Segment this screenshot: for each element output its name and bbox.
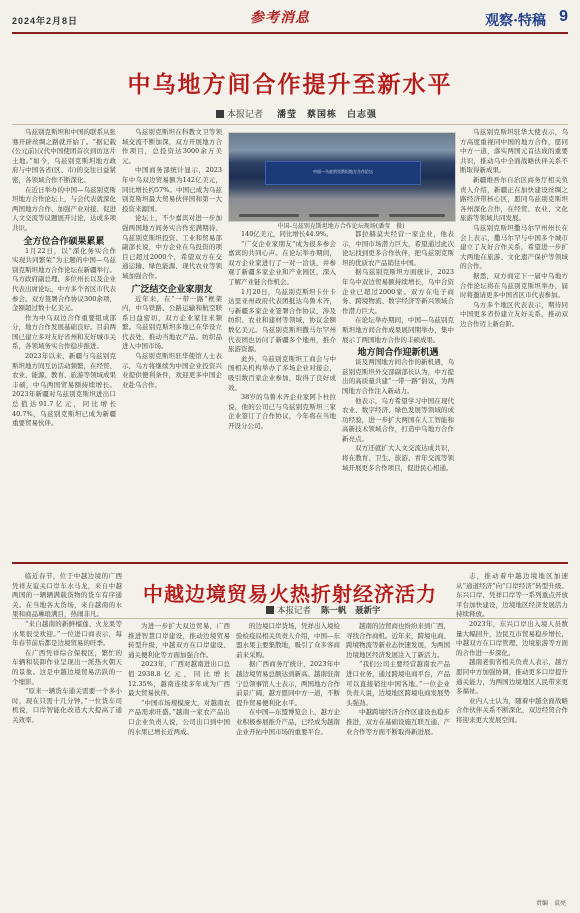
article2-column-2: [128, 622, 230, 890]
paragraph: 越南的边贸商也纷纷来到广西，寻找合作商机。近年来，跨境电商、跨境物流等新业态快速发展，为两国边境地区经济发展注入了新活力。: [346, 622, 450, 659]
paragraph: 中越跨境经济合作区建设也稳步推进，双方在基础设施互联互通、产业合作等方面不断取得新进展。: [346, 708, 450, 736]
editor-credit: 责编 袁亮: [535, 900, 566, 907]
paragraph: 乌兹别克斯坦撒马尔罕州州长在会上表示，撒马尔罕与中国多个城市建立了友好合作关系，希望进一步扩大两地在旅游、文化遗产保护等领域的合作。: [460, 223, 568, 271]
paragraph: 此外，乌兹别克斯坦工商会与中国相关机构举办了多场企业对接会，吸引数百家企业参加，取得了良好成效。: [228, 354, 336, 392]
paragraph: 2023年，广西对越南进出口总值2938.8亿元，同比增长12.35%，越南连续多年成为广西最大贸易伙伴。: [128, 660, 230, 698]
paragraph: 2023年以来，新疆与乌兹别克斯坦地方间互访活动频繁，在经贸、农业、能源、教育、旅游等领域成果丰硕，中乌两国贸易额持续增长。2023年新疆对乌兹别克斯坦进出口总值达91.7亿元，同比增长40.7%，乌兹别克斯坦已成为新疆重要贸易伙伴。: [12, 352, 116, 428]
paragraph: 在广西凭祥综合保税区，繁忙的车辆和装卸作业呈现出一派热火朝天的景象。这是中越边境贸易活跃的一个缩影。: [12, 648, 122, 686]
article1-column-1: [12, 128, 123, 558]
page-number: 9: [559, 8, 568, 25]
paragraph: 据乌兹别克斯坦方面统计，2023年乌中双边贸易额持续增长，乌中合资企业已超过2000家。双方在电子商务、跨境物流、数字经济等新兴领域合作潜力巨大。: [342, 268, 454, 315]
byline-authors: 陈一帆 聂新宇: [321, 606, 381, 616]
paper-logo: 参考消息: [250, 10, 310, 26]
paragraph: 据悉，双方商定下一届中乌地方合作论坛将在乌兹别克斯坦举办，届时将邀请更多中国省区市代表参加。: [460, 271, 568, 300]
section-subheading: 全方位合作硕果累累: [23, 236, 105, 247]
paragraph: “广交企业家朋友”成为很多参会嘉宾的共同心声。在论坛举办期间，双方企业家进行了一对一洽谈，并参观了新疆多家企业和产业园区，深入了解产业链合作机会。: [228, 239, 336, 286]
page-header: [12, 6, 568, 34]
article1-title: 中乌地方间合作提升至新水平: [127, 72, 453, 98]
paragraph: 在中国—东盟博览会上，越方企业积极参展推介产品，已经成为越南企业开拓中国市场的重要平台。: [236, 708, 340, 736]
article2-column-5: [456, 572, 568, 890]
section-subheading: 地方间合作迎新机遇: [357, 348, 439, 359]
paragraph: 2023年，东兴口岸出入境人员数量大幅回升，边民互市贸易稳步增长，中越双方在口岸管理、边境旅游等方面的合作进一步深化。: [456, 619, 568, 657]
paragraph: 论坛上，不少嘉宾对进一步加强两国地方间务实合作充满期待。乌兹别克斯坦投资、工业和贸易部副部长说，中方企业在乌投资的项目已超过2000个，希望双方在交通运输、绿色能源、现代农业等领域加强合作。: [122, 214, 222, 280]
article2-title: 中越边境贸易火热折射经济活力: [143, 582, 437, 606]
paragraph: 乌兹别克斯坦在科教文卫等领域交流不断加深，双方开展地方合作项目，总投资达3000余万美元。: [122, 128, 222, 165]
paragraph: 在论坛举办期间，中国—乌兹别克斯坦地方间合作成果展同期举办，集中展示了两国地方合作的丰硕成果。: [342, 316, 454, 344]
issue-date: 2024年2月8日: [12, 16, 79, 26]
paragraph: 1月22日，以“深化务实合作 实现共同繁荣”为主题的中国—乌兹别克斯坦地方合作论坛在新疆举行。乌方政府副总理、多位州长以及企业代表出席论坛，中方多个省区市代表参会。双方签署合作协议300余项，金额超过数十亿美元。: [12, 246, 123, 313]
paragraph: 近年来，在“一带一路”框架内，中乌铁路、公路运输和航空联系日益密切，双方企业家往来频繁。乌兹别克斯坦多地已在华设立代表处，推动当地农产品、纺织品进入中国市场。: [122, 294, 222, 351]
paragraph: 38岁的乌鲁木齐企业家阿卜杜拉说，他的公司已与乌兹别克斯坦三家企业签订了合作协议，今年将在当地开设分公司。: [228, 393, 336, 430]
paragraph: 临近春节，位于中越边境的广西凭祥友谊关口岸车水马龙，来自中越两国的一辆辆满载货物的货车有序通关。在当地各大货场，来自越南的水果和商品琳琅满目，热闹非凡。: [12, 572, 122, 619]
byline-authors: 潘莹 蔡国栋 白志强: [277, 110, 378, 120]
paragraph: 乌兹别克斯坦驻华大使表示，乌方高度重视同中国的地方合作，愿同中方一道，落实两国元首达成的重要共识，推动乌中全面战略伙伴关系不断取得新成果。: [460, 128, 568, 175]
article1-column-2: [122, 128, 222, 558]
paragraph: 都拉赫莫夫经营一家企业，他表示，中国市场潜力巨大，希望通过此次论坛找到更多合作伙伴，把乌兹别克斯坦的优质农产品销往中国。: [342, 230, 454, 267]
article1-column-3: [228, 230, 336, 558]
paragraph: 作为中乌双边合作重要组成部分，地方合作发展基础良好。目前两国已建立多对友好省州和友好城市关系，各领域务实合作稳步推进。: [12, 313, 116, 351]
article2-column-4: [346, 622, 450, 890]
article2-column-1: [12, 572, 122, 890]
paragraph: 越南老街省相关负责人表示，越方愿同中方加强协调，推动更多口岸提升通关能力，为两国边境地区人民带来更多福祉。: [456, 658, 568, 696]
paragraph: 的边境口岸货场，凭祥出入境检验检疫局相关负责人介绍，中国—东盟水果主要集散地，吸引了众多客商前来采购。: [236, 622, 340, 659]
article1-byline: [216, 107, 377, 120]
byline-label: 本报记者: [277, 606, 312, 616]
paragraph: “中国市场规模庞大，对越南农产品需求旺盛。”越南一家农产品出口企业负责人说，公司出口到中国的水果已增长近两成。: [128, 698, 230, 736]
article1-column-4: [342, 230, 454, 558]
paragraph: 乌方多个地区代表表示，期待同中国更多省份建立友好关系，推动双边合作迈上新台阶。: [460, 300, 568, 328]
paragraph: “原来一辆货车通关需要一个多小时，现在只需十几分钟。”一位货车司机说，口岸智能化改造大大提高了通关效率。: [12, 687, 122, 724]
section-subheading: 广泛结交企业家朋友: [131, 284, 213, 295]
article1-column-5: [460, 128, 568, 558]
paragraph: 1月20日，乌兹别克斯坦卡什卡达里亚州政府代表团抵达乌鲁木齐，与新疆多家企业签署合作协议，涉及纺织、农业和建材等领域，协议金额数亿美元。乌兹别克斯坦撒马尔罕州代表团也访问了新疆多个地州，推介旅游资源。: [228, 287, 336, 354]
paragraph: 双方还就扩大人文交流达成共识，将在教育、卫生、旅游、青年交流等领域开展更多合作项目，促进民心相通。: [342, 444, 454, 472]
paragraph: 业内人士认为，随着中越全面战略合作伙伴关系不断深化，双边经贸合作将迎来更大发展空间。: [456, 696, 568, 724]
section-name: 观察·特稿: [485, 13, 546, 29]
paragraph: 谈及两国地方间合作的新机遇，乌兹别克斯坦外交部副部长认为，中方提出的高质量共建“一带一路”倡议，为两国地方合作注入新动力。: [342, 358, 454, 395]
photo-caption: 中国-乌兹别克斯坦地方合作论坛现场(潘莹 摄): [277, 223, 405, 230]
forum-stage-banner: 中国—乌兹别克斯坦地方合作论坛: [265, 161, 421, 185]
byline-label: 本报记者: [227, 110, 264, 120]
title-rule: [12, 124, 568, 125]
paragraph: 新疆维吾尔自治区商务厅相关负责人介绍，新疆正在加快建设丝绸之路经济带核心区，愿同乌兹别克斯坦各州深化合作，在经贸、农业、文化旅游等领域共同发展。: [460, 175, 568, 223]
paragraph: “我们公司主要经营越南农产品进口业务，通过跨境电商平台，产品可以直接销往中国各地。”一位企业负责人说，边境地区跨境电商发展势头强劲。: [346, 660, 450, 707]
article2-byline: [266, 604, 381, 616]
paragraph: 在近日举办的中国—乌兹别克斯坦地方合作论坛上，与会代表就深化两国地方合作、加强产业对接、促进人文交流等议题展开讨论，达成多项共识。: [12, 185, 116, 232]
forum-photo: [228, 132, 456, 222]
paragraph: 他表示，乌方希望学习中国在现代农业、数字经济、绿色发展等领域的成功经验，进一步扩大两国在人工智能和高新技术领域合作，打造中乌地方合作新亮点。: [342, 396, 454, 443]
paragraph: “来自越南的新鲜榴莲、火龙果等水果很受欢迎。”一位进口商表示，每年春节前后都是边境贸易的旺季。: [12, 619, 122, 648]
paragraph: 志，推动着中越边境地区加速从“通道经济”向“口岸经济”转型升级。东兴口岸、凭祥口岸等一系列重点开放平台加快建设，边境地区经济发展活力持续释放。: [456, 572, 568, 619]
paragraph: 为进一步扩大双边贸易，广西推进智慧口岸建设，推动边境贸易转型升级，中越双方在口岸建设、通关便利化等方面加强合作。: [128, 622, 230, 659]
paragraph: 中国商务部统计显示，2023年中乌双边贸易额为142亿美元，同比增长约57%。中国已成为乌兹别克斯坦最大贸易伙伴国和第一大投资来源国。: [122, 166, 222, 213]
article2-column-3: [236, 622, 340, 890]
article-separator: [12, 562, 568, 564]
paragraph: 乌兹别克斯坦驻华使馆人士表示，乌方将继续为中国企业投资兴业提供便利条件，欢迎更多中国企业赴乌合作。: [122, 352, 222, 389]
paragraph: 据广西商务厅统计，2023年中越边境贸易总额达到新高。越南驻南宁总领事馆人士表示，两国地方合作前景广阔，越方愿同中方一道，不断提升贸易便利化水平。: [236, 660, 340, 707]
paragraph: 乌兹别克斯坦和中国的联系从张骞开辟丝绸之路就开始了。“据记载(公元前)汉代中国使团首次到访这片土地。”如今，乌兹别克斯坦地方政府与中国各省(区、市)的交往日益紧密，各领域合作不断深化。: [12, 128, 116, 184]
byline-square-icon: [266, 606, 274, 614]
paragraph: 140亿美元，同比增长44.9%。: [241, 230, 333, 238]
byline-square-icon: [216, 110, 224, 118]
